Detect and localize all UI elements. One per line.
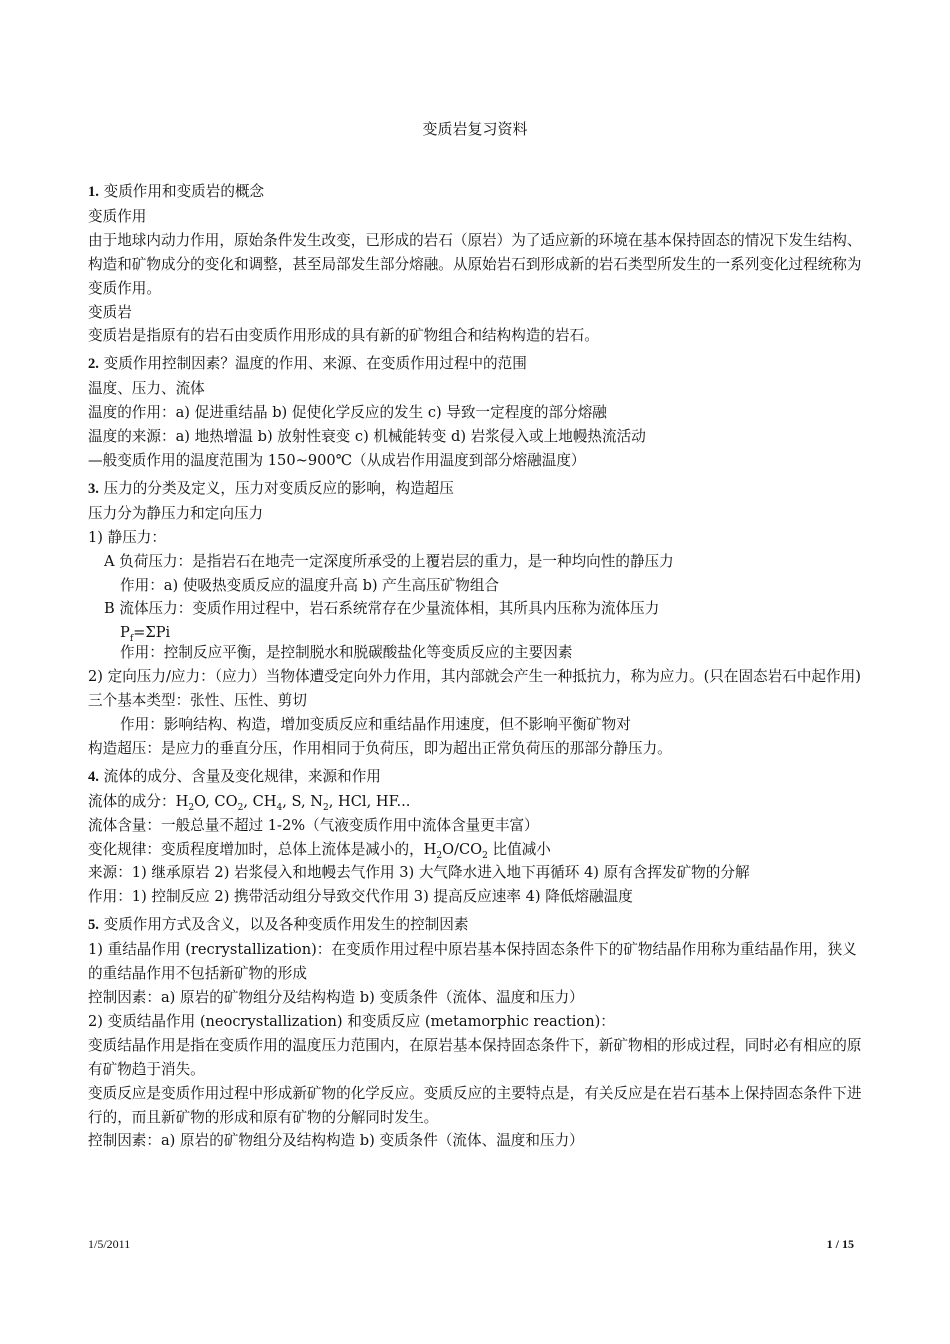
section-5-title: 变质作用方式及含义，以及各种变质作用发生的控制因素 [103,916,469,934]
section-5-heading [88,913,866,938]
paragraph: 作用：a) 使吸热变质反应的温度升高 b) 产生高压矿物组合 [120,576,500,594]
section-2-heading [88,352,866,377]
document-title: 变质岩复习资料 [422,120,528,138]
definition-metamorphism: 由于地球内动力作用，原始条件发生改变，已形成的岩石（原岩）为了适应新的环境在基本保持固态的情况下发生结构、构造和矿物成分的变化和调整，甚至局部发生部分熔融。从原始岩石到形成新的岩石类型所发生的一系列变化过程统称为变质作用。 [88,231,862,297]
paragraph: A 负荷压力：是指岩石在地壳一定深度所承受的上覆岩层的重力，是一种均向性的静压力 [104,552,674,570]
section-3-heading [88,477,866,502]
paragraph: 变质反应是变质作用过程中形成新矿物的化学反应。变质反应的主要特点是，有关反应是在岩石基本上保持固态条件下进行的，而且新矿物的形成和原有矿物的分解同时发生。 [88,1084,862,1126]
definition-metamorphic-rock: 变质岩是指原有的岩石由变质作用形成的具有新的矿物组合和结构构造的岩石。 [88,327,599,345]
paragraph: 作用：影响结构、构造，增加变质反应和重结晶作用速度，但不影响平衡矿物对 [120,716,631,734]
paragraph: 温度的来源：a) 地热增温 b) 放射性衰变 c) 机械能转变 d) 岩浆侵入或上地幔热流活动 [88,428,646,446]
paragraph: 2) 定向压力/应力：（应力）当物体遭受定向外力作用，其内部就会产生一种抵抗力，称为应力。(只在固态岩石中起作用) 三个基本类型：张性、压性、剪切 [88,668,861,710]
paragraph: —般变质作用的温度范围为 150~900℃（从成岩作用温度到部分熔融温度） [88,451,586,469]
section-1-number: 1. [88,184,99,200]
paragraph: 1) 静压力： [88,528,166,546]
footer-page-number: 1 / 15 [826,1237,854,1251]
section-4-title: 流体的成分、含量及变化规律，来源和作用 [103,767,381,785]
paragraph: B 流体压力：变质作用过程中，岩石系统常存在少量流体相，其所具内压称为流体压力 [104,600,660,618]
fluid-pressure-formula: $P_f=\Sigma Pi$ [120,624,171,645]
section-3-title: 压力的分类及定义，压力对变质反应的影响，构造超压 [103,479,454,497]
paragraph: 1) 重结晶作用 (recrystallization)：在变质作用过程中原岩基本保持固态条件下的矿物结晶作用称为重结晶作用，狭义的重结晶作用不包括新矿物的形成 [88,941,857,983]
section-1-heading [88,180,866,205]
fluid-variation: 变化规律：变质程度增加时，总体上流体是减小的，$H_2O/CO_2$ 比值减小 [88,840,551,861]
paragraph: 作用：1) 控制反应 2) 携带活动组分导致交代作用 3) 提高反应速率 4) 降低熔融温度 [88,888,633,906]
paragraph: 控制因素：a) 原岩的矿物组分及结构构造 b) 变质条件（流体、温度和压力） [88,1132,584,1150]
paragraph: 构造超压：是应力的垂直分压，作用相同于负荷压，即为超出正常负荷压的那部分静压力。 [88,739,672,757]
section-5-number: 5. [88,917,99,934]
paragraph: 温度、压力、流体 [88,380,205,398]
section-2-number: 2. [88,356,99,373]
section-3-number: 3. [88,480,99,497]
paragraph: 来源：1) 继承原岩 2) 岩浆侵入和地幔去气作用 3) 大气降水进入地下再循环 4) 原有含挥发矿物的分解 [88,864,750,882]
fluid-composition: 流体的成分：$H_2O$, $CO_2$, $CH_4$, S, $N_2$, HCl, HF... [88,792,411,813]
paragraph: 温度的作用：a) 促进重结晶 b) 促使化学反应的发生 c) 导致一定程度的部分熔融 [88,404,607,422]
term-metamorphism: 变质作用 [88,207,147,225]
paragraph: 流体含量：一般总量不超过 1-2%（气液变质作用中流体含量更丰富） [88,816,539,834]
footer-date: 1/5/2011 [88,1237,131,1251]
paragraph: 控制因素：a) 原岩的矿物组分及结构构造 b) 变质条件（流体、温度和压力） [88,989,584,1006]
section-1-title: 变质作用和变质岩的概念 [103,183,265,200]
paragraph: 压力分为静压力和定向压力 [88,504,264,522]
section-4-heading [88,765,866,790]
section-4-number: 4. [88,768,99,785]
section-2-title: 变质作用控制因素？温度的作用、来源、在变质作用过程中的范围 [103,355,527,373]
term-metamorphic-rock: 变质岩 [88,303,132,321]
paragraph: 变质结晶作用是指在变质作用的温度压力范围内，在原岩基本保持固态条件下，新矿物相的形成过程，同时必有相应的原有矿物趋于消失。 [88,1036,862,1078]
document-body [88,176,866,1153]
paragraph: 2) 变质结晶作用 (neocrystallization) 和变质反应 (metamorphic reaction)： [88,1012,615,1030]
paragraph: 作用：控制反应平衡，是控制脱水和脱碳酸盐化等变质反应的主要因素 [120,644,573,662]
